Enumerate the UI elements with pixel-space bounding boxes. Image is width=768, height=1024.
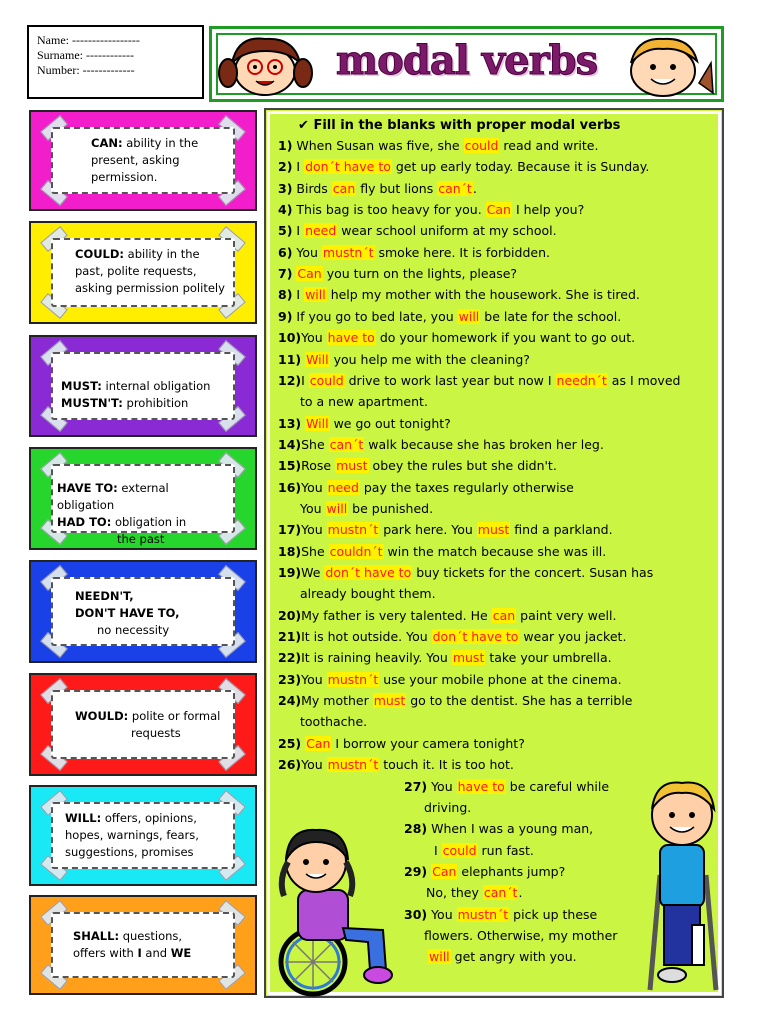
item-number: 24): [278, 693, 302, 709]
exercise-item: [278, 522, 613, 537]
sentence-text: I help you?: [511, 202, 585, 218]
sentence-text: take your umbrella.: [485, 650, 612, 666]
answer-blank[interactable]: mustn´t: [327, 671, 379, 687]
sentence-text: be punished.: [348, 500, 434, 516]
sentence-text: You: [301, 671, 327, 687]
sentence-text: wear you jacket.: [519, 629, 627, 645]
card-note: MUST: internal obligation MUSTN'T: prohibition: [51, 352, 235, 420]
exercise-item: [278, 309, 621, 324]
sentence-text: When I was a young man,: [427, 821, 594, 837]
sentence-text: No, they: [426, 885, 483, 901]
answer-blank[interactable]: don´t have to: [325, 565, 412, 580]
keyword: DON'T HAVE TO,: [75, 606, 180, 620]
exercise-item: [278, 138, 598, 153]
item-number: 23): [278, 671, 302, 687]
sentence-text: as I moved: [607, 372, 681, 388]
exercise-item: [278, 352, 530, 367]
sentence-text: You: [301, 757, 327, 773]
sentence-text: smoke here. It is forbidden.: [374, 244, 550, 260]
card-shall: [29, 895, 257, 995]
exercise-item: [278, 736, 525, 751]
exercise-item: [278, 629, 626, 644]
sentence-text: It is hot outside. You: [301, 629, 432, 645]
item-number: 2): [278, 159, 293, 175]
item-number: 18): [278, 543, 302, 559]
sentence-text: park here. You: [379, 522, 477, 538]
answer-blank[interactable]: must: [373, 693, 406, 709]
exercise-item: [278, 672, 622, 687]
item-number: 9): [278, 308, 293, 324]
sentence-text: If you go to bed late, you: [292, 308, 458, 324]
sentence-text: My father is very talented. He: [301, 607, 492, 623]
sentence-text: toothache.: [300, 714, 368, 730]
page-title: modal verbs: [335, 37, 598, 84]
answer-blank[interactable]: must: [336, 458, 368, 474]
sentence-text: run fast.: [477, 842, 534, 858]
exercise-item-continuation: [300, 501, 433, 516]
answer-blank[interactable]: needn´t: [556, 372, 607, 388]
sentence-text: You: [300, 500, 326, 516]
answer-blank[interactable]: can´t: [438, 180, 472, 196]
item-number: 6): [278, 244, 293, 260]
sentence-text: obey the rules but she didn't.: [368, 458, 557, 474]
sentence-text: get angry with you.: [450, 949, 577, 965]
sentence-text: pay the taxes regularly otherwise: [359, 479, 574, 495]
sentence-text: .: [472, 180, 477, 196]
sentence-text: I: [301, 372, 309, 388]
item-number: 26): [278, 757, 302, 773]
item-number: 14): [278, 436, 302, 452]
sentence-text: You: [292, 244, 322, 260]
exercise-item-continuation: [424, 800, 471, 815]
sentence-text: driving.: [424, 799, 472, 815]
boy-face-icon: [615, 33, 715, 99]
surname-field[interactable]: Surname: ------------: [37, 48, 134, 62]
exercise-item: [278, 202, 584, 217]
exercise-item-continuation: [426, 885, 522, 900]
item-number: 30): [404, 906, 428, 922]
card-note: WOULD: polite or formal requests: [51, 690, 235, 759]
item-number: 27): [404, 778, 428, 794]
answer-blank[interactable]: will: [305, 287, 326, 303]
card-can: [29, 110, 257, 211]
sentence-text: be careful while: [505, 778, 610, 794]
item-number: 19): [278, 565, 302, 580]
exercise-item: [278, 287, 640, 302]
keyword: MUST:: [61, 379, 102, 393]
sentence-text: you help me with the cleaning?: [329, 351, 530, 367]
exercise-item: [278, 181, 477, 196]
item-number: 11): [278, 351, 302, 367]
exercise-item: [278, 330, 635, 345]
exercise-item-continuation: [428, 949, 577, 964]
sentence-text: pick up these: [509, 906, 598, 922]
sentence-text: My mother: [301, 693, 373, 709]
answer-blank[interactable]: will: [458, 308, 480, 324]
sentence-text: Rose: [301, 458, 336, 474]
answer-blank[interactable]: could: [464, 138, 499, 153]
answer-blank[interactable]: must: [477, 522, 510, 538]
item-number: 3): [278, 180, 293, 196]
instruction-heading: ✔ Fill in the blanks with proper modal verbs: [298, 118, 621, 133]
answer-blank[interactable]: Can: [297, 266, 322, 282]
item-number: 7): [278, 266, 293, 282]
sentence-text: You: [301, 479, 327, 495]
answer-blank[interactable]: need: [327, 479, 359, 495]
item-number: 1): [278, 138, 293, 153]
item-number: 15): [278, 458, 302, 474]
exercise-item: [404, 907, 597, 922]
item-number: 10): [278, 330, 302, 346]
sentence-text: This bag is too heavy for you.: [292, 202, 486, 218]
sentence-text: You: [427, 778, 457, 794]
exercise-item: [278, 650, 612, 665]
sentence-text: already bought them.: [300, 586, 436, 602]
answer-blank[interactable]: need: [305, 223, 337, 239]
exercise-item: [278, 245, 550, 260]
exercise-item: [278, 544, 606, 559]
card-will: [29, 785, 257, 886]
item-number: 17): [278, 522, 302, 538]
exercise-item: [278, 373, 680, 388]
exercise-item: [278, 266, 517, 281]
item-number: 8): [278, 287, 293, 303]
keyword: COULD:: [75, 247, 125, 261]
keyword: NEEDN'T,: [75, 589, 134, 603]
exercise-item: [278, 693, 633, 708]
sentence-text: When Susan was five, she: [292, 138, 464, 153]
answer-blank[interactable]: Can: [486, 202, 511, 218]
sentence-text: be late for the school.: [480, 308, 622, 324]
item-number: 4): [278, 202, 293, 218]
exercise-item: [278, 480, 574, 495]
item-number: 22): [278, 650, 302, 666]
sentence-text: to a new apartment.: [300, 394, 428, 410]
answer-blank[interactable]: must: [452, 650, 485, 666]
answer-blank[interactable]: Will: [306, 415, 329, 431]
sentence-text: go to the dentist. She has a terrible: [406, 693, 633, 709]
item-number: 16): [278, 479, 302, 495]
exercise-item-continuation: [300, 714, 367, 729]
sentence-text: You: [427, 906, 457, 922]
answer-blank[interactable]: mustn´t: [322, 244, 374, 260]
keyword: WILL:: [65, 811, 102, 825]
exercise-panel: [264, 108, 724, 998]
sentence-text: walk because she has broken her leg.: [364, 436, 604, 452]
check-icon: ✔: [298, 118, 309, 133]
answer-blank[interactable]: mustn´t: [327, 757, 379, 773]
item-number: 5): [278, 223, 293, 239]
sentence-text: fly but lions: [356, 180, 438, 196]
item-number: 21): [278, 629, 302, 645]
exercise-item: [278, 223, 557, 238]
girl-wheelchair-icon: [258, 810, 408, 1000]
exercise-item: [404, 821, 593, 836]
sentence-text: flowers. Otherwise, my mother: [424, 927, 618, 943]
answer-blank[interactable]: have to: [327, 330, 375, 346]
item-number: 13): [278, 415, 302, 431]
sentence-text: I: [434, 842, 442, 858]
answer-blank[interactable]: could: [442, 842, 477, 858]
sentence-text: use your mobile phone at the cinema.: [379, 671, 622, 687]
sentence-text: I: [292, 223, 305, 239]
sentence-text: read and write.: [499, 138, 599, 153]
answer-blank[interactable]: can´t: [483, 885, 518, 901]
title-banner: [209, 26, 724, 102]
exercise-item: [404, 779, 609, 794]
sentence-text: Birds: [292, 180, 332, 196]
exercise-item-continuation: [300, 586, 436, 601]
sentence-text: drive to work last year but now I: [344, 372, 556, 388]
answer-blank[interactable]: mustn´t: [327, 522, 379, 538]
number-field[interactable]: Number: -------------: [37, 63, 135, 77]
sentence-text: we go out tonight?: [329, 415, 451, 431]
answer-blank[interactable]: have to: [457, 778, 505, 794]
answer-blank[interactable]: couldn´t: [329, 543, 383, 559]
keyword: HAVE TO:: [57, 481, 118, 495]
exercise-item: [404, 864, 565, 879]
card-note: NEEDN'T, DON'T HAVE TO, no necessity: [51, 577, 235, 646]
card-note: WILL: offers, opinions, hopes, warnings, fears, suggestions, promises: [51, 802, 235, 869]
card-note: CAN: ability in the present, asking permission.: [51, 127, 235, 194]
card-note: COULD: ability in the past, polite requests, asking permission politely: [51, 238, 235, 307]
answer-blank[interactable]: can: [332, 180, 356, 196]
answer-blank[interactable]: mustn´t: [457, 906, 509, 922]
item-number: 25): [278, 735, 302, 751]
sentence-text: You: [301, 522, 327, 538]
answer-blank[interactable]: can´t: [329, 436, 364, 452]
sentence-text: win the match because she was ill.: [383, 543, 607, 559]
answer-blank[interactable]: Can: [306, 735, 331, 751]
card-would: [29, 673, 257, 776]
exercise-item: [278, 757, 514, 772]
answer-blank[interactable]: can: [492, 607, 516, 623]
sentence-text: It is raining heavily. You: [301, 650, 452, 666]
boy-crutches-icon: [636, 775, 726, 997]
card-neednt: [29, 560, 257, 663]
student-info-box: [27, 25, 204, 99]
item-number: 29): [404, 863, 428, 879]
name-field[interactable]: Name: -----------------: [37, 33, 140, 47]
keyword: HAD TO:: [57, 515, 112, 529]
sentence-text: paint very well.: [516, 607, 617, 623]
sentence-text: you turn on the lights, please?: [322, 266, 518, 282]
exercise-item-continuation: [424, 928, 617, 943]
sentence-text: I: [292, 287, 305, 303]
sentence-text: I borrow your camera tonight?: [331, 735, 525, 751]
keyword: WOULD:: [75, 709, 129, 723]
keyword: SHALL:: [73, 929, 120, 943]
sentence-text: .: [518, 885, 523, 901]
exercise-item: [278, 416, 451, 431]
sentence-text: elephants jump?: [457, 863, 566, 879]
answer-blank[interactable]: could: [309, 372, 344, 388]
answer-blank[interactable]: will: [429, 949, 450, 965]
keyword: MUSTN'T:: [61, 396, 123, 410]
item-number: 12): [278, 372, 302, 388]
exercise-item-continuation: [300, 394, 428, 409]
card-must: [29, 335, 257, 437]
item-number: 28): [404, 821, 428, 837]
item-number: 20): [278, 607, 302, 623]
answer-blank[interactable]: don´t have to: [432, 629, 519, 645]
exercise-item-continuation: [434, 843, 534, 858]
exercise-item: [278, 437, 604, 452]
sentence-text: find a parkland.: [510, 522, 613, 538]
answer-blank[interactable]: don´t have to: [305, 159, 391, 175]
answer-blank[interactable]: Will: [306, 351, 329, 367]
sentence-text: help my mother with the housework. She is tired.: [326, 287, 640, 303]
answer-blank[interactable]: Can: [432, 863, 457, 879]
sentence-text: We: [301, 565, 325, 580]
card-could: [29, 221, 257, 324]
sentence-text: wear school uniform at my school.: [337, 223, 557, 239]
exercise-item: [278, 608, 616, 623]
card-have-to: [29, 447, 257, 550]
sentence-text: do your homework if you want to go out.: [375, 330, 636, 346]
sentence-text: She: [301, 543, 329, 559]
sentence-text: You: [301, 330, 327, 346]
sentence-text: get up early today. Because it is Sunday.: [391, 159, 650, 175]
exercise-item: [278, 159, 649, 174]
sentence-text: I: [292, 159, 305, 175]
exercise-item: [278, 565, 653, 580]
card-note: HAVE TO: external obligation HAD TO: obligation in the past: [51, 464, 235, 533]
sentence-text: She: [301, 436, 329, 452]
exercise-item: [278, 458, 557, 473]
sentence-text: buy tickets for the concert. Susan has: [412, 565, 654, 580]
sentence-text: touch it. It is too hot.: [379, 757, 514, 773]
answer-blank[interactable]: will: [326, 500, 348, 516]
keyword: CAN:: [91, 136, 123, 150]
card-note: SHALL: questions, offers with I and WE: [51, 912, 235, 978]
